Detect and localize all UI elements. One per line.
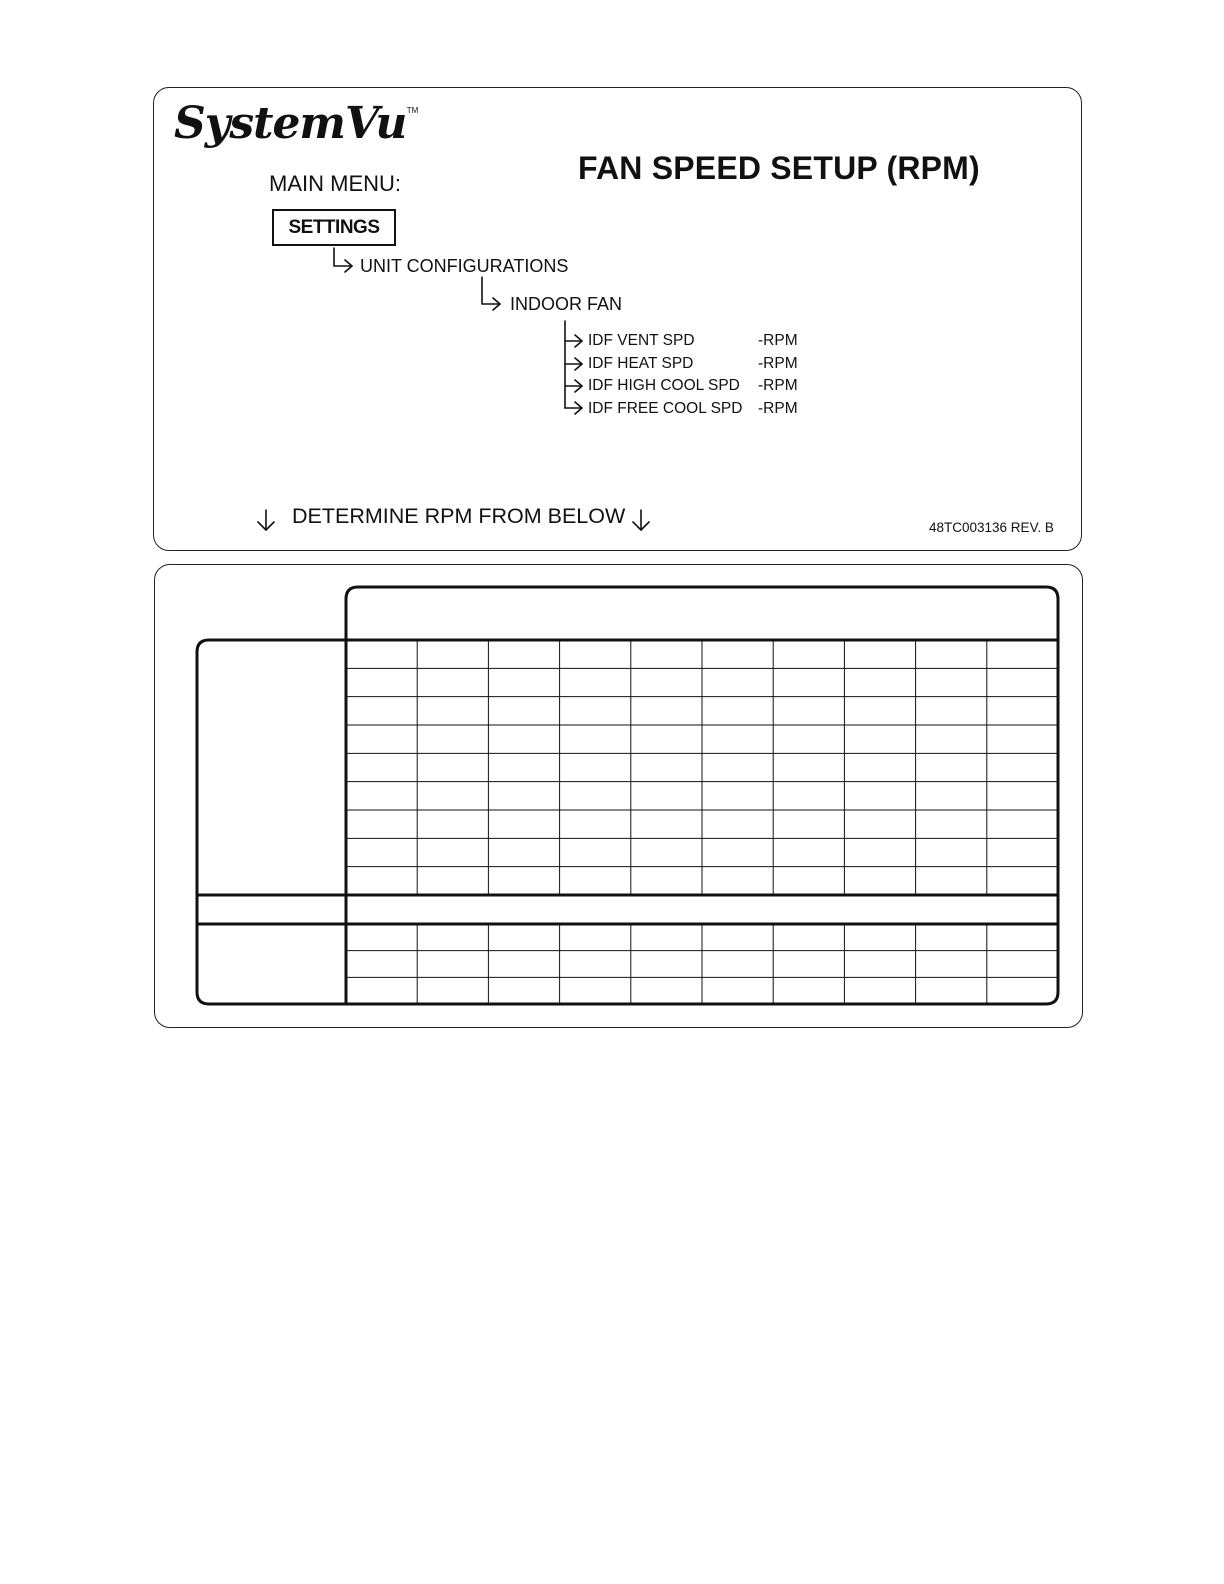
settings-button[interactable]: SETTINGS [272, 209, 396, 246]
idf-vent-spd-value: -RPM [758, 332, 798, 349]
menu-path-arrows [154, 88, 1083, 552]
idf-high-cool-spd-label[interactable]: IDF HIGH COOL SPD [588, 377, 740, 394]
part-number: 48TC003136 REV. B [929, 520, 1054, 535]
setup-panel [153, 87, 1082, 551]
idf-vent-spd-label[interactable]: IDF VENT SPD [588, 332, 695, 349]
main-menu-label: MAIN MENU: [269, 171, 401, 196]
elbow-arrow-icon [482, 277, 500, 304]
down-arrow-icon [633, 510, 649, 530]
rpm-table [155, 565, 1084, 1029]
idf-heat-spd-value: -RPM [758, 355, 798, 372]
determine-rpm-instruction: DETERMINE RPM FROM BELOW [292, 504, 626, 528]
logo-text: SystemVu [174, 98, 407, 149]
down-arrow-icon [258, 510, 274, 530]
table-outer-frame [197, 640, 1058, 1004]
idf-high-cool-spd-value: -RPM [758, 377, 798, 394]
idf-heat-spd-label[interactable]: IDF HEAT SPD [588, 355, 694, 372]
rpm-table-panel [154, 564, 1083, 1028]
idf-free-cool-spd-value: -RPM [758, 400, 798, 417]
unit-configurations-item[interactable]: UNIT CONFIGURATIONS [360, 256, 569, 276]
idf-free-cool-spd-label[interactable]: IDF FREE COOL SPD [588, 400, 743, 417]
trademark-mark: TM [406, 106, 419, 115]
table-title-frame [346, 587, 1058, 640]
indoor-fan-item[interactable]: INDOOR FAN [510, 294, 623, 314]
page-title: FAN SPEED SETUP (RPM) [578, 150, 980, 186]
